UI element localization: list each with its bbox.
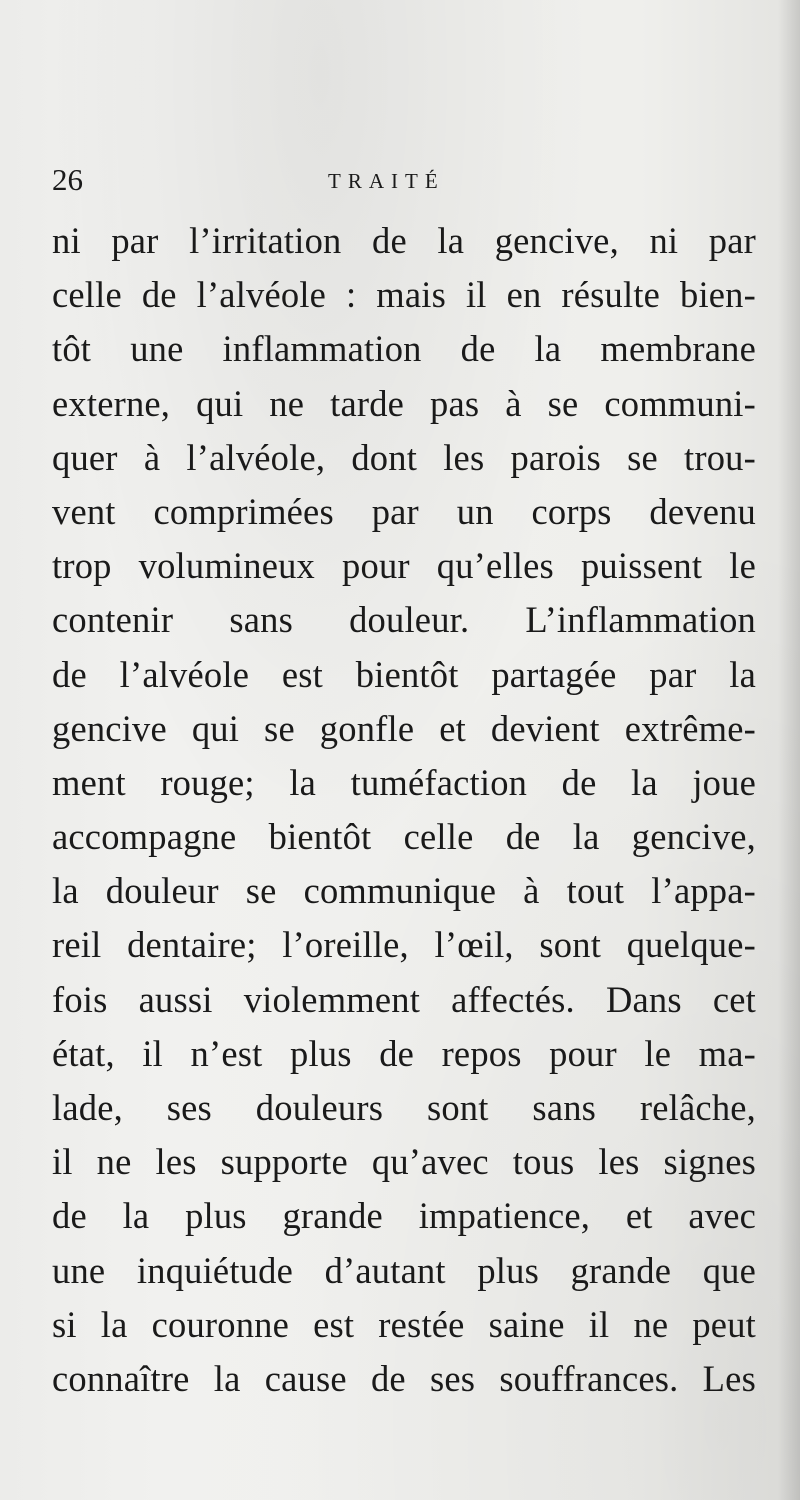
text-line: si la couronne est restée saine il ne peut	[52, 1303, 756, 1345]
page-header	[52, 160, 752, 200]
text-line: une inquiétude d’autant plus grande que	[52, 1249, 756, 1291]
text-line: vent comprimées par un corps devenu	[52, 490, 756, 532]
text-line: tôt une inflammation de la membrane	[52, 328, 756, 370]
text-line: accompagne bientôt celle de la gencive,	[52, 816, 756, 858]
page-number: 26	[52, 162, 83, 197]
text-line: il ne les supporte qu’avec tous les signes	[52, 1141, 756, 1183]
text-line: reil dentaire; l’oreille, l’œil, sont quelque-	[52, 924, 756, 966]
text-line: la douleur se communique à tout l’appa-	[52, 870, 756, 912]
text-line: de la plus grande impatience, et avec	[52, 1195, 756, 1237]
text-line: trop volumineux pour qu’elles puissent le	[52, 545, 756, 587]
text-line: gencive qui se gonfle et devient extrême-	[52, 707, 756, 749]
text-line: celle de l’alvéole : mais il en résulte bien-	[52, 274, 756, 316]
text-line: contenir sans douleur. L’inflammation	[52, 599, 756, 641]
running-head: TRAITÉ	[328, 169, 445, 193]
text-line: état, il n’est plus de repos pour le ma-	[52, 1032, 756, 1074]
text-line: quer à l’alvéole, dont les parois se trou-	[52, 436, 756, 478]
text-line: connaître la cause de ses souffrances. Les	[52, 1357, 756, 1399]
text-line: lade, ses douleurs sont sans relâche,	[52, 1087, 756, 1128]
text-line: ni par l’irritation de la gencive, ni par	[52, 220, 756, 261]
text-line: externe, qui ne tarde pas à se communi-	[52, 382, 756, 424]
text-line: fois aussi violemment affectés. Dans cet	[52, 978, 756, 1020]
text-line: de l’alvéole est bientôt partagée par la	[52, 653, 756, 695]
body-text	[52, 214, 756, 1406]
page-edge-shadow	[778, 0, 800, 1500]
text-line: ment rouge; la tuméfaction de la joue	[52, 761, 756, 803]
